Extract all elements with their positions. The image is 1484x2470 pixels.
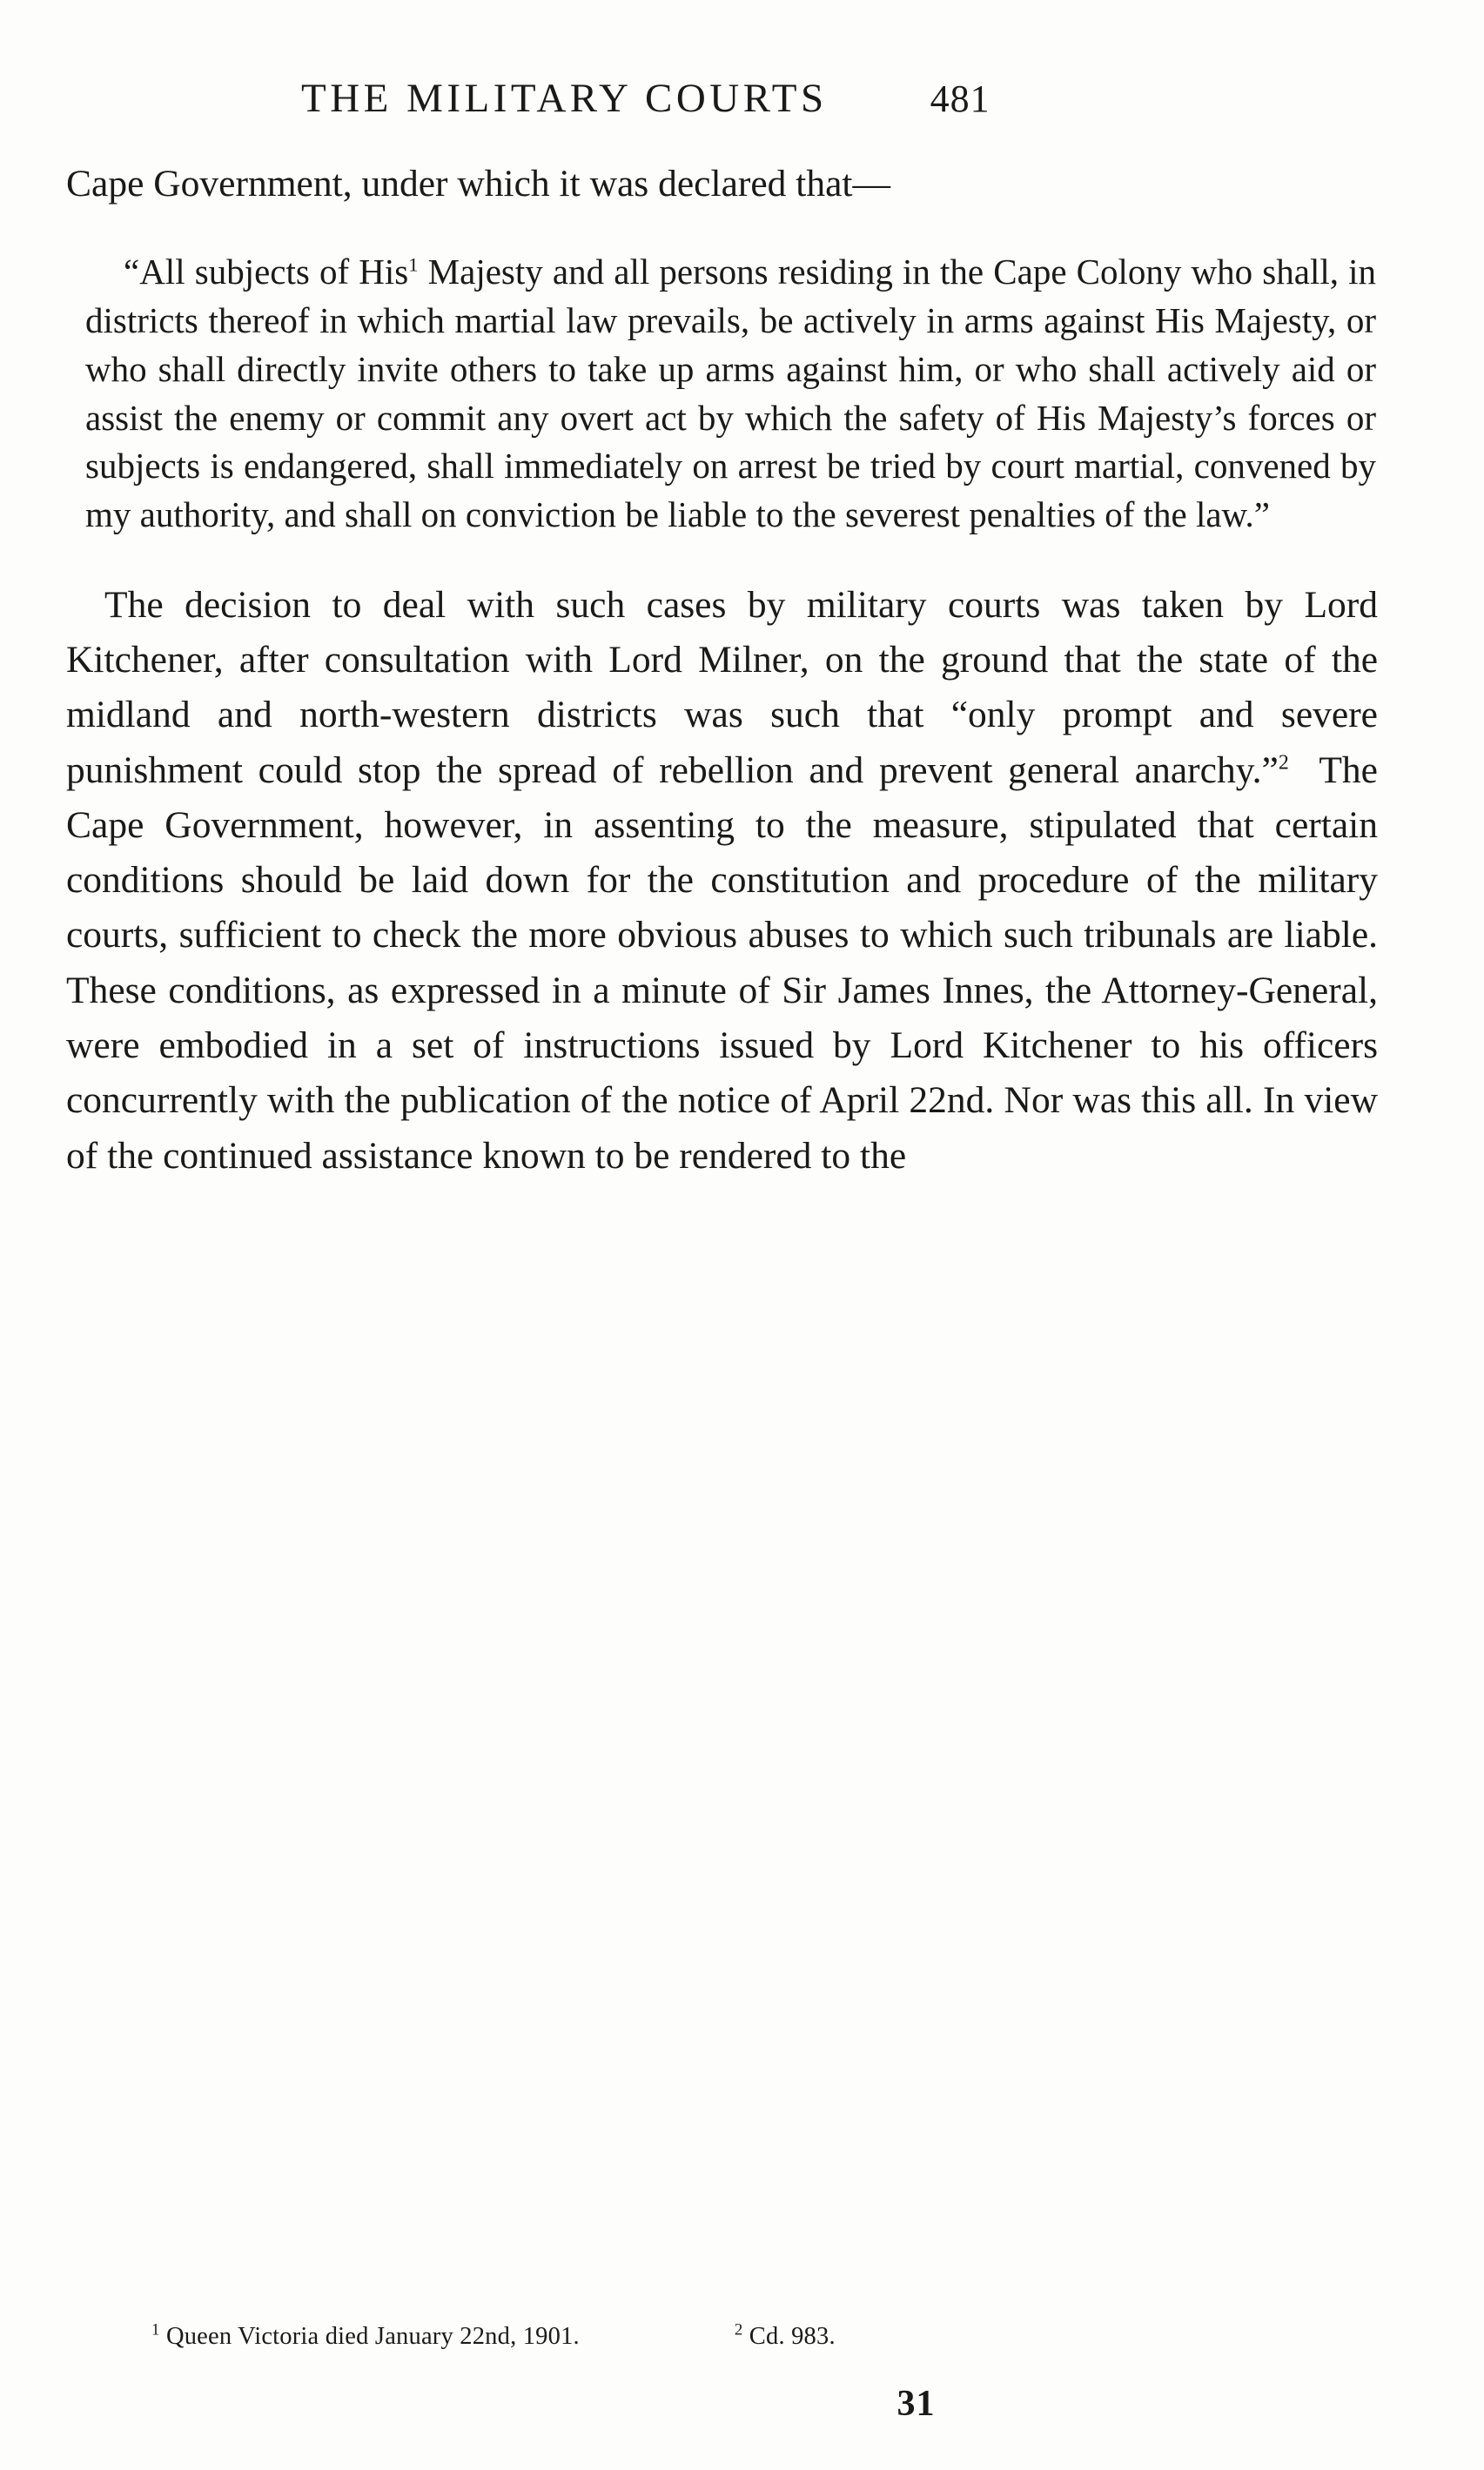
footnote-2-marker: 2 (734, 2320, 743, 2339)
page-folio-number: 481 (930, 77, 990, 120)
quotation-text-before-footnote: All subjects of His (139, 252, 409, 292)
footnote-1-text: Queen Victoria died January 22nd, 1901. (165, 2323, 580, 2350)
quotation-text-after-footnote: Majesty and all persons residing in the Cape Colony who shall, in districts thereof in which martial law prevails, be actively in arms against His Majesty, or who shall directly invite others to take up arms against him, or who shall actively aid or assist the enemy or commit any overt act by which the safety of His Majesty’s forces or subjects is endangered, shall immediately on arrest be tried by court martial, convened by my authority, and shall on conviction be liable to the severest penalties of the law.” (85, 252, 1377, 535)
footnote-area (66, 2322, 1380, 2352)
paragraph-text-before-footnote: The decision to deal with such cases by military courts was taken by Lord Kitchener, after consultation with Lord Milner, on the ground that the state of the midland and north-western districts was such that “only prompt and severe punishment could stop the spread of rebellion and prevent general anarchy.” (66, 583, 1378, 791)
footnote-2 (735, 2322, 836, 2352)
footnote-1-marker: 1 (151, 2320, 160, 2339)
quotation-open-quote: “ (124, 252, 140, 292)
running-head (66, 75, 1380, 122)
footnote-reference-1[interactable]: 1 (408, 253, 419, 276)
running-head-title: THE MILITARY COURTS (301, 76, 828, 121)
signature-number: 31 (896, 2384, 936, 2424)
paragraph-continuation: Cape Government, under which it was declared that— (66, 163, 891, 205)
block-quotation (66, 248, 1380, 540)
paragraph-text-after-footnote: The Cape Government, however, in assenting to the measure, stipulated that certain conditions should be laid down for the constitution and procedure of the military courts, sufficient to check the more obvious abuses to which such tribunals are liable. These conditions, as expressed in a minute of Sir James Innes, the Attorney-General, were embodied in a set of instructions issued by Lord Kitchener to his officers concurrently with the publication of the notice of April 22nd. Nor was this all. In view of the continued assistance known to be rendered to the (66, 748, 1378, 1177)
footnote-1 (151, 2322, 580, 2352)
footnote-2-text: Cd. 983. (749, 2323, 836, 2350)
paragraph-military-courts (66, 578, 1380, 1184)
footnote-reference-2[interactable]: 2 (1278, 751, 1289, 775)
